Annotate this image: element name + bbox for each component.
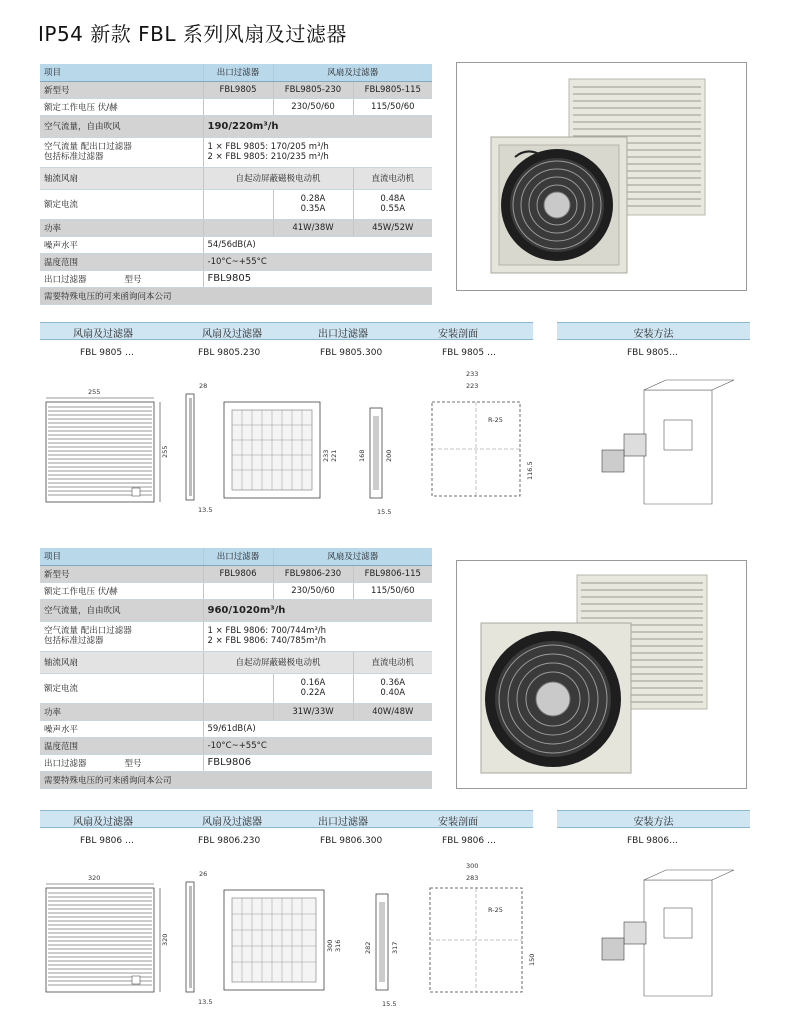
bar-label-section: 安装剖面 (438, 817, 478, 828)
sub-label-2: FBL 9805.230 (198, 348, 261, 358)
dim-200: 200 (385, 449, 393, 462)
airflow2-b: 2 × FBL 9805: 210/235 m³/h (207, 152, 329, 162)
row-noise-label: 噪声水平 (40, 720, 203, 737)
noise-value: 54/56dB(A) (203, 236, 432, 253)
sub-label-1: FBL 9806 … (80, 836, 134, 846)
row-filter-label: 出口过滤器 (44, 758, 87, 769)
dim-150: 150 (528, 953, 536, 966)
current-115-b: 0.55A (380, 204, 406, 214)
table-note: 需要特殊电压的可来函询问本公司 (40, 771, 432, 788)
dim-233-cut: 233 (466, 370, 479, 378)
model-outlet: FBL9805 (203, 81, 273, 98)
header-outlet: 出口过滤器 (203, 64, 273, 81)
axial-a: 自起动屏蔽磁极电动机 (203, 651, 353, 673)
row-power-label: 功率 (40, 703, 203, 720)
airflow-value: 960/1020m³/h (203, 599, 432, 621)
model-fan-115: FBL9805-115 (353, 81, 432, 98)
current-115-a: 0.48A (380, 194, 406, 204)
header-fan: 风扇及过滤器 (273, 548, 432, 565)
bar-label-install: 安装方法 (633, 817, 674, 828)
airflow2-a: 1 × FBL 9806: 700/744m³/h (207, 626, 327, 636)
row-temp-label: 温度范围 (40, 737, 203, 754)
current-115-a: 0.36A (380, 678, 406, 688)
sub-label-4: FBL 9806 … (442, 836, 496, 846)
section-bar-main-9806 (40, 810, 533, 828)
side-view-drawing (186, 870, 212, 1006)
sub-label-3: FBL 9805.300 (320, 348, 383, 358)
sub-label-5: FBL 9805… (627, 348, 679, 358)
noise-value: 59/61dB(A) (203, 720, 432, 737)
axial-a: 自起动屏蔽磁极电动机 (203, 167, 353, 189)
dim-282: 282 (364, 941, 372, 954)
dim-width: 255 (88, 388, 101, 396)
current-230-b: 0.35A (300, 204, 326, 214)
product-photo-9806 (456, 560, 747, 789)
spec-table-9806 (40, 548, 432, 789)
dim-221: 221 (330, 449, 338, 462)
row-noise-label: 噪声水平 (40, 236, 203, 253)
model-fan-115: FBL9806-115 (353, 565, 432, 582)
row-airflow2-label-a: 空气流量 配出口过滤器 (44, 626, 132, 636)
bar-label-fan-filter: 风扇及过滤器 (73, 329, 133, 340)
axial-b: 直流电动机 (353, 651, 432, 673)
dim-height: 255 (161, 445, 169, 458)
install-drawing (602, 380, 734, 504)
row-axial-label: 轴流风扇 (40, 651, 203, 673)
dim-316: 316 (334, 939, 342, 952)
row-airflow-label: 空气流量，自由吹风 (40, 115, 203, 137)
dim-13-5: 13.5 (198, 506, 213, 514)
dim-300-cut: 300 (466, 862, 479, 870)
row-axial-label: 轴流风扇 (40, 167, 203, 189)
row-model-label: 新型号 (40, 81, 203, 98)
row-model-label: 新型号 (40, 565, 203, 582)
temp-value: -10°C~+55°C (203, 253, 432, 270)
model-fan-230: FBL9806-230 (273, 565, 353, 582)
bar-label-section: 安装剖面 (438, 329, 478, 340)
technical-drawings-9806 (36, 862, 766, 1016)
airflow2-b: 2 × FBL 9806: 740/785m³/h (207, 636, 327, 646)
front-view-drawing (46, 388, 169, 502)
row-airflow2-label-a: 空气流量 配出口过滤器 (44, 142, 132, 152)
install-drawing (602, 870, 734, 996)
row-current-label: 额定电流 (40, 189, 203, 219)
side-view-drawing (186, 382, 212, 514)
dim-283-cut: 283 (466, 874, 479, 882)
current-115-b: 0.40A (380, 688, 406, 698)
filter-value: FBL9806 (203, 754, 432, 771)
header-item: 项目 (40, 548, 203, 565)
row-filter-sub: 型号 (124, 758, 142, 769)
sub-label-5: FBL 9806… (627, 836, 679, 846)
model-outlet: FBL9806 (203, 565, 273, 582)
dim-width: 320 (88, 874, 101, 882)
airflow2-a: 1 × FBL 9805: 170/205 m³/h (207, 142, 329, 152)
voltage-230: 230/50/60 (273, 98, 353, 115)
current-230-a: 0.16A (300, 678, 326, 688)
sub-label-2: FBL 9806.230 (198, 836, 261, 846)
table-note: 需要特殊电压的可来函询问本公司 (40, 287, 432, 304)
dim-height: 320 (161, 933, 169, 946)
bar-label-install: 安装方法 (633, 329, 674, 340)
dim-radius: R-25 (488, 906, 503, 914)
voltage-230: 230/50/60 (273, 582, 353, 599)
row-current-label: 额定电流 (40, 673, 203, 703)
dim-300: 300 (326, 939, 334, 952)
current-230-a: 0.28A (300, 194, 326, 204)
power-115: 45W/52W (353, 219, 432, 236)
section-bar-main-9805 (40, 322, 533, 340)
sub-label-3: FBL 9806.300 (320, 836, 383, 846)
header-item: 项目 (40, 64, 203, 81)
header-fan: 风扇及过滤器 (273, 64, 432, 81)
dim-15-5: 15.5 (377, 508, 392, 516)
bar-label-fan-filter: 风扇及过滤器 (73, 817, 133, 828)
grille-view-drawing (224, 402, 338, 498)
model-fan-230: FBL9805-230 (273, 81, 353, 98)
dim-317: 317 (391, 941, 399, 954)
row-power-label: 功率 (40, 219, 203, 236)
airflow-value: 190/220m³/h (203, 115, 432, 137)
temp-value: -10°C~+55°C (203, 737, 432, 754)
sub-label-1: FBL 9805 … (80, 348, 134, 358)
sub-label-4: FBL 9805 … (442, 348, 496, 358)
cutout-drawing (432, 370, 534, 496)
grille-view-drawing (224, 890, 342, 990)
dim-116-5: 116.5 (526, 461, 534, 480)
row-filter-sub: 型号 (124, 274, 142, 285)
power-115: 40W/48W (353, 703, 432, 720)
current-230-b: 0.22A (300, 688, 326, 698)
row-airflow2-label-b: 包括标准过滤器 (44, 636, 104, 646)
dim-15-5: 15.5 (382, 1000, 397, 1008)
front-view-drawing (46, 874, 169, 992)
dim-depth: 26 (199, 870, 208, 878)
section-bar-install-9805 (557, 322, 750, 340)
dim-depth: 28 (199, 382, 208, 390)
power-230: 41W/38W (273, 219, 353, 236)
row-temp-label: 温度范围 (40, 253, 203, 270)
row-airflow-label: 空气流量，自由吹风 (40, 599, 203, 621)
row-voltage-label: 额定工作电压 伏/赫 (40, 98, 203, 115)
dim-13-5: 13.5 (198, 998, 213, 1006)
row-airflow2-label-b: 包括标准过滤器 (44, 152, 104, 162)
row-voltage-label: 额定工作电压 伏/赫 (40, 582, 203, 599)
dim-168: 168 (358, 449, 366, 462)
spec-table-9805 (40, 64, 432, 305)
dim-233: 233 (322, 449, 330, 462)
cutout-drawing (430, 862, 536, 992)
section-bar-install-9806 (557, 810, 750, 828)
fan-filter-illustration (457, 63, 748, 292)
axial-b: 直流电动机 (353, 167, 432, 189)
outlet-profile-drawing (358, 408, 393, 516)
header-outlet: 出口过滤器 (203, 548, 273, 565)
page-title: IP54 新款 FBL 系列风扇及过滤器 (38, 22, 347, 46)
bar-label-outlet-filter: 出口过滤器 (318, 817, 368, 828)
technical-drawings-9805 (36, 370, 766, 520)
voltage-115: 115/50/60 (353, 98, 432, 115)
power-230: 31W/33W (273, 703, 353, 720)
row-filter-label: 出口过滤器 (44, 274, 87, 285)
outlet-profile-drawing (364, 894, 399, 1008)
bar-label-outlet-filter: 出口过滤器 (318, 329, 368, 340)
dim-223-cut: 223 (466, 382, 479, 390)
bar-label-fan-filter-2: 风扇及过滤器 (202, 817, 262, 828)
fan-filter-illustration (457, 561, 748, 790)
dim-radius: R-25 (488, 416, 503, 424)
product-photo-9805 (456, 62, 747, 291)
bar-label-fan-filter-2: 风扇及过滤器 (202, 329, 262, 340)
filter-value: FBL9805 (203, 270, 432, 287)
voltage-115: 115/50/60 (353, 582, 432, 599)
